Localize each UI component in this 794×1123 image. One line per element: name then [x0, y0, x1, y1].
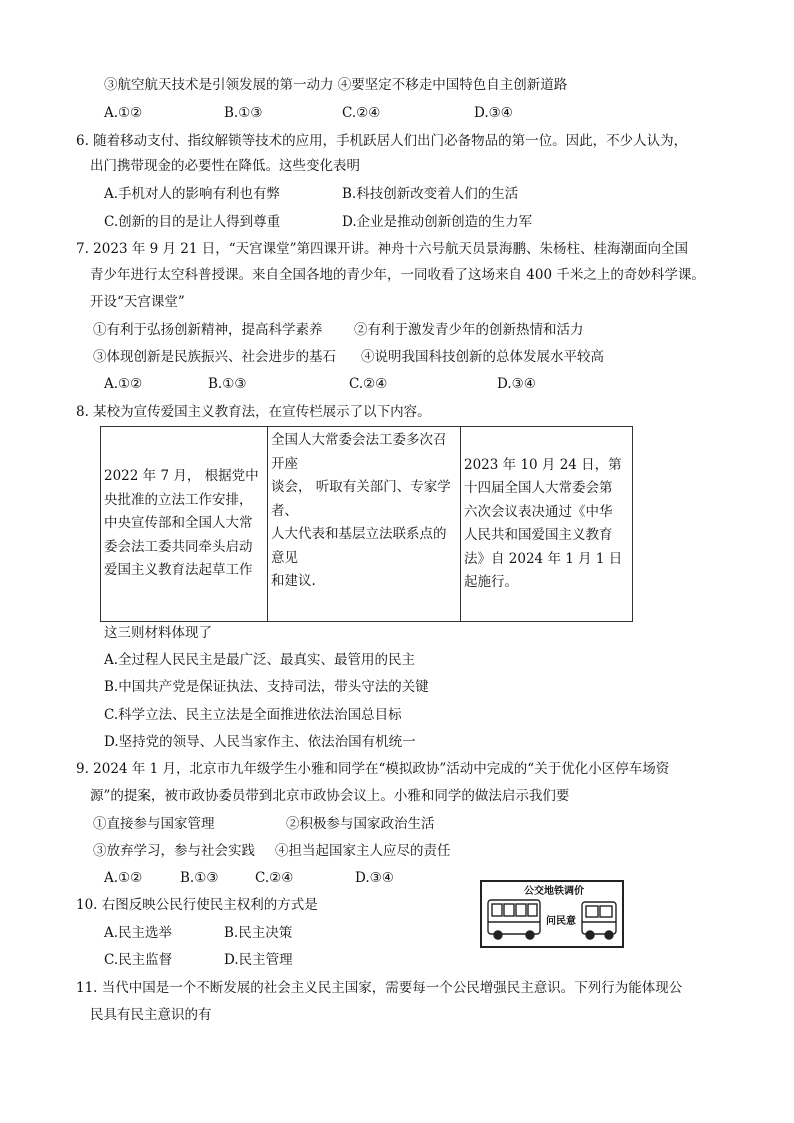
q11-stem-line2: 民具有民主意识的有	[90, 1007, 212, 1023]
cell-text: 2022 年 7 月， 根据党中	[104, 468, 259, 485]
q7-stem-line2: 青少年进行太空科普授课。来自全国各地的青少年，一同收看了这场来自 400 千米之上的奇妙科学课。	[90, 267, 705, 283]
q9-choice-c: C.②④	[255, 870, 294, 886]
q7-stem-line1: 7. 2023 年 9 月 21 日，“天宫课堂”第四课开讲。神舟十六号航天员景海鹏、朱杨柱、桂海潮面向全国	[76, 241, 689, 257]
cell-text: 爱国主义教育法起草工作	[104, 562, 253, 579]
cell-text: 2023 年 10 月 24 日，第	[464, 456, 622, 473]
q9-stem-line2: 源”的提案，被市政协委员带到北京市政协会议上。小雅和同学的做法启示我们要	[90, 788, 570, 804]
bus-illustration	[480, 880, 624, 948]
q9-stem-line1: 9. 2024 年 1 月，北京市九年级学生小雅和同学在“模拟政协”活动中完成的“关于优化小区停车场资	[76, 761, 670, 777]
table-cell-material-2	[268, 427, 461, 622]
bus-banner-title: 公交地铁调价	[524, 886, 584, 897]
q7-option-1: ①有利于弘扬创新精神，提高科学素养	[93, 322, 323, 338]
cell-text: 委会法工委共同牵头启动	[104, 538, 253, 555]
cell-text: 谈会， 听取有关部门、专家学	[271, 479, 451, 495]
q7-choice-d: D.③④	[497, 376, 536, 392]
q9-choice-a: A.①②	[104, 870, 143, 886]
q9-option-3: ③放弃学习，参与社会实践	[93, 843, 255, 859]
q8-choice-d: D.坚持党的领导、人民当家作主、依法治国有机统一	[104, 734, 416, 750]
q10-stem-line1: 10. 右图反映公民行使民主权利的方式是	[76, 897, 318, 913]
q8-material-table	[100, 426, 633, 622]
cell-text: 起施行。	[464, 574, 518, 590]
q9-choice-b: B.①③	[180, 870, 219, 886]
cell-text: 人民共和国爱国主义教育	[464, 527, 613, 543]
bus-banner-sub: 问民意	[546, 916, 576, 927]
q5-choice-b: B.①③	[224, 105, 263, 121]
q7-choice-a: A.①②	[104, 376, 143, 392]
cell-text: 人大代表和基层立法联系点的	[271, 526, 447, 542]
q10-choice-d: D.民主管理	[224, 952, 293, 968]
cell-text: 央批准的立法工作安排，	[104, 491, 253, 508]
q9-choice-d: D.③④	[355, 870, 394, 886]
q6-choice-b: B.科技创新改变着人们的生活	[342, 186, 519, 202]
cell-text: 六次会议表决通过《中华	[464, 503, 613, 520]
q7-option-2: ②有利于激发青少年的创新热情和活力	[354, 322, 584, 338]
q8-choice-c: C.科学立法、民主立法是全面推进依法治国总目标	[104, 707, 402, 723]
q5-options-line: ③航空航天技术是引领发展的第一动力 ④要坚定不移走中国特色自主创新道路	[104, 77, 568, 93]
left-bus-icon	[488, 900, 540, 939]
q5-choice-d: D.③④	[474, 105, 513, 121]
q8-stem-line1: 8. 某校为宣传爱国主义教育法，在宣传栏展示了以下内容。	[76, 404, 431, 420]
q10-choice-c: C.民主监督	[104, 952, 173, 968]
cell-text: 全国人大常委会法工委多次召	[271, 432, 447, 448]
table-cell-material-3	[461, 427, 633, 622]
q8-stem-line2: 这三则材料体现了	[104, 625, 212, 641]
buses-drawing	[482, 882, 622, 946]
cell-text: 开座	[271, 455, 298, 472]
q6-choice-d: D.企业是推动创新创造的生力军	[342, 214, 533, 230]
q7-option-3: ③体现创新是民族振兴、社会进步的基石	[93, 349, 336, 365]
q7-choice-b: B.①③	[208, 376, 247, 392]
cell-text: 中央宣传部和全国人大常	[104, 515, 253, 532]
q6-stem-line1: 6. 随着移动支付、指纹解锁等技术的应用，手机跃居人们出门必备物品的第一位。因此，不少人认为，	[76, 133, 688, 149]
q8-choice-b: B.中国共产党是保证执法、支持司法，带头守法的关键	[104, 679, 429, 695]
q5-choice-a: A.①②	[104, 105, 143, 121]
q8-choice-a: A.全过程人民民主是最广泛、最真实、最管用的民主	[104, 652, 416, 668]
q6-choice-c: C.创新的目的是让人得到尊重	[104, 214, 281, 230]
q5-choice-c: C.②④	[342, 105, 381, 121]
q10-choice-a: A.民主选举	[104, 925, 173, 941]
cell-text: 者、	[271, 502, 298, 519]
q7-stem-line3: 开设“天宫课堂”	[90, 294, 185, 310]
cell-text: 意见	[271, 549, 298, 566]
q6-stem-line2: 出门携带现金的必要性在降低。这些变化表明	[90, 158, 360, 174]
q11-stem-line1: 11. 当代中国是一个不断发展的社会主义民主国家，需要每一个公民增强民主意识。下列行为能体现公	[76, 980, 683, 996]
cell-text: 和建议.	[271, 573, 316, 589]
q9-option-1: ①直接参与国家管理	[93, 816, 215, 832]
q6-choice-a: A.手机对人的影响有利也有弊	[104, 186, 281, 202]
q7-option-4: ④说明我国科技创新的总体发展水平较高	[361, 349, 604, 365]
table-cell-material-1	[101, 427, 268, 622]
q10-choice-b: B.民主决策	[224, 925, 293, 941]
right-bus-icon	[582, 902, 616, 939]
cell-text: 法》自 2024 年 1 月 1 日	[464, 550, 623, 567]
q9-option-2: ②积极参与国家政治生活	[286, 816, 435, 832]
cell-text: 十四届全国人大常委会第	[464, 480, 613, 496]
q7-choice-c: C.②④	[349, 376, 388, 392]
q9-option-4: ④担当起国家主人应尽的责任	[275, 843, 451, 859]
